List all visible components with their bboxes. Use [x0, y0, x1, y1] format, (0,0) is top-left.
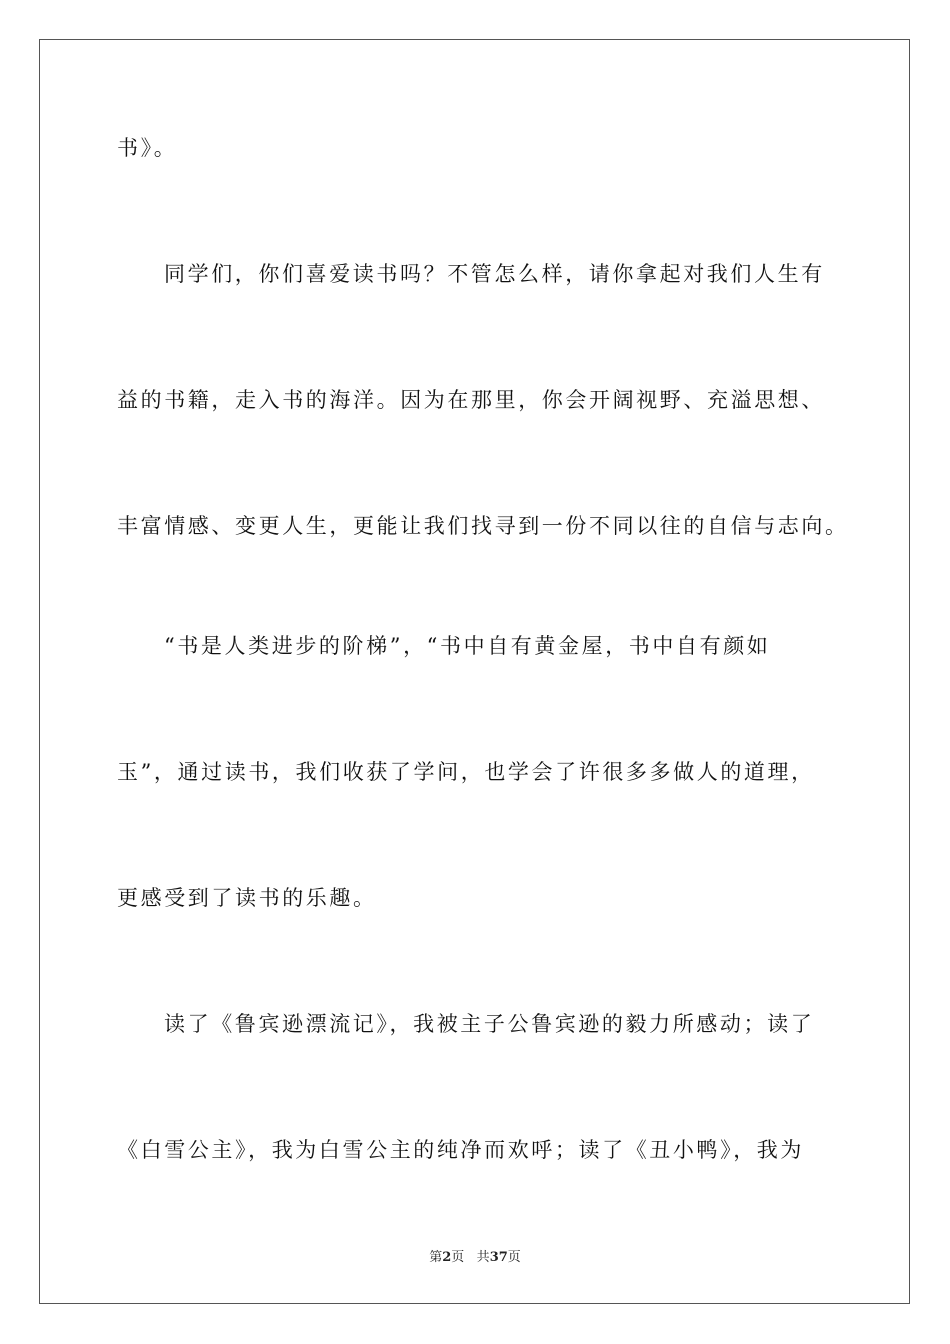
- text-line-8: 读了《鲁宾逊漂流记》，我被主子公鲁宾逊的毅力所感动；读了: [164, 1012, 815, 1036]
- text-line-9: 《白雪公主》，我为白雪公主的纯净而欢呼；读了《丑小鸭》，我为: [117, 1138, 804, 1162]
- text-line-5: “书是人类进步的阶梯”，“书中自有黄金屋，书中自有颜如: [164, 634, 771, 658]
- text-line-3: 益的书籍，走入书的海洋。因为在那里，你会开阔视野、充溢思想、: [117, 388, 825, 412]
- text-line-7: 更感受到了读书的乐趣。: [117, 886, 377, 910]
- footer-page-unit: 页: [451, 1250, 465, 1265]
- footer-page-prefix: 第: [429, 1250, 443, 1265]
- text-line-6: 玉”，通过读书，我们收获了学问，也学会了许很多多做人的道理，: [117, 760, 815, 784]
- text-line-2: 同学们，你们喜爱读书吗？不管怎么样，请你拿起对我们人生有: [164, 262, 825, 286]
- footer-page-number: 2: [442, 1250, 452, 1265]
- footer-total-pages: 37: [489, 1250, 508, 1265]
- footer-total-unit: 页: [507, 1250, 521, 1265]
- text-line-1: 书》。: [117, 136, 178, 160]
- text-line-4: 丰富情感、变更人生，更能让我们找寻到一份不同以往的自信与志向。: [117, 514, 849, 538]
- page-frame: [39, 39, 910, 1304]
- footer-total-prefix: 共: [476, 1250, 490, 1265]
- page-footer: [0, 1249, 950, 1267]
